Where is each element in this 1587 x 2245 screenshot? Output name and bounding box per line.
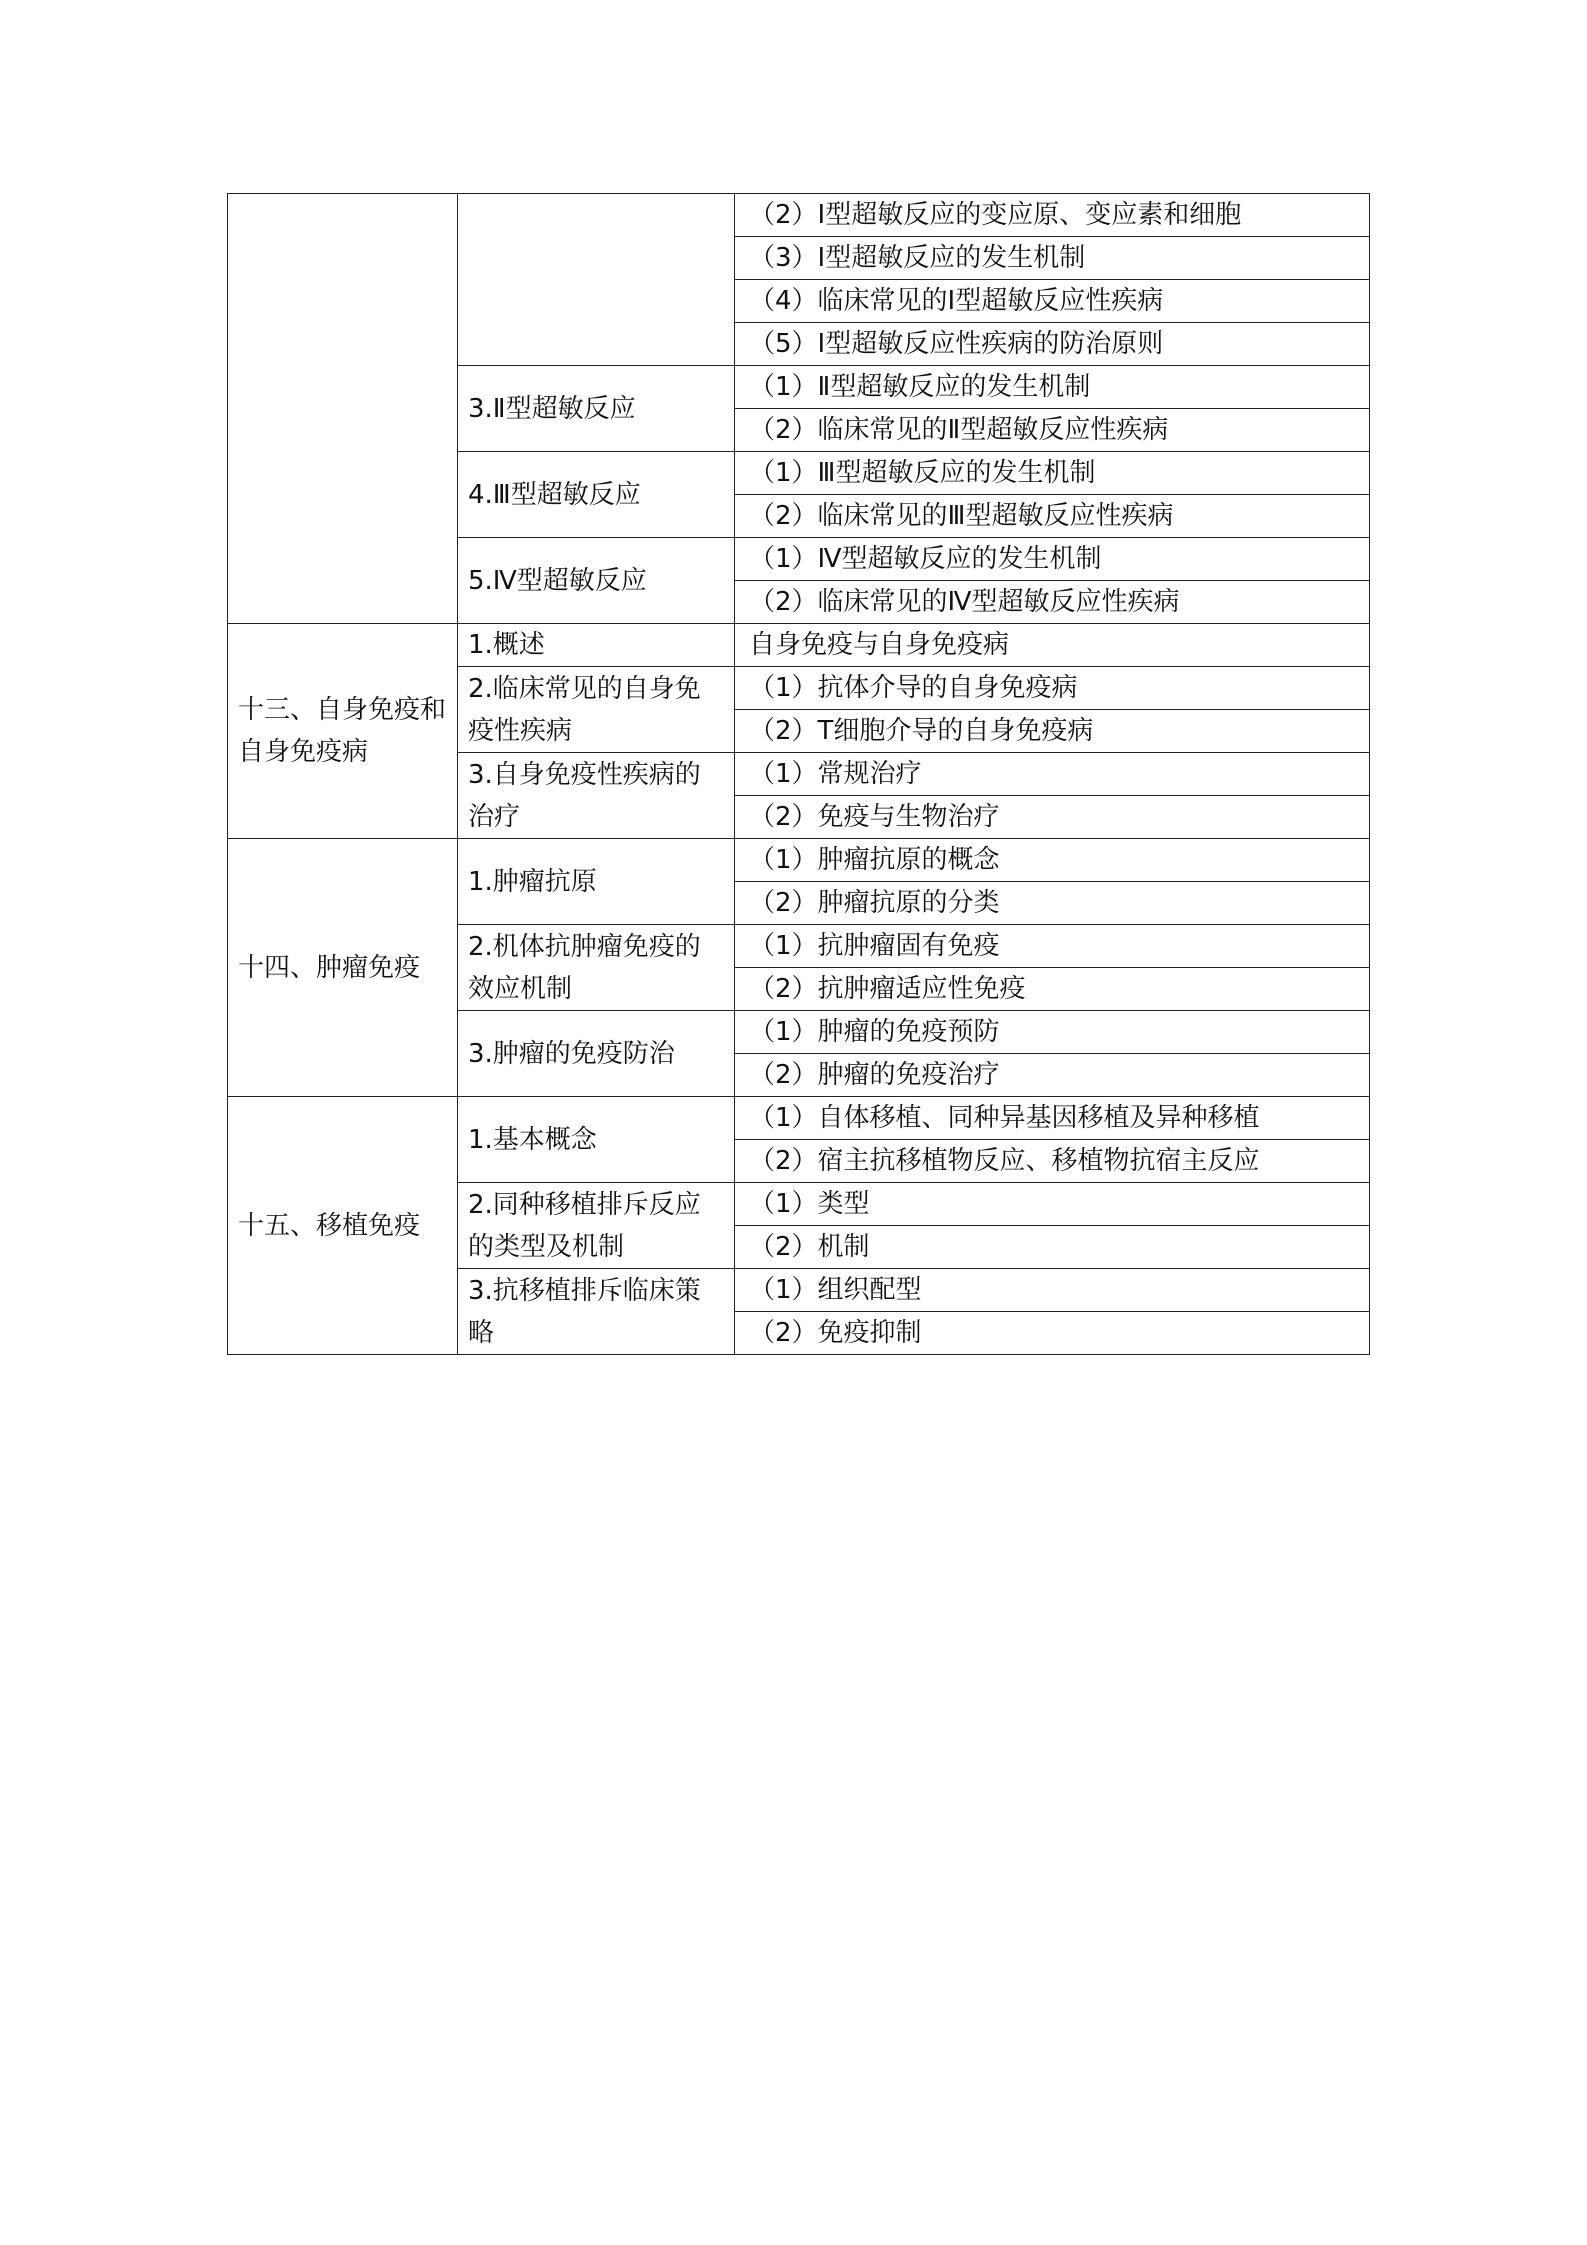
subtopic-cell: 3.自身免疫性疾病的治疗 xyxy=(458,753,735,839)
table-row xyxy=(228,624,1370,667)
subtopic-cell: 2.临床常见的自身免疫性疾病 xyxy=(458,667,735,753)
subtopic-cell: 5.Ⅳ型超敏反应 xyxy=(458,538,735,624)
table-row xyxy=(228,839,1370,882)
detail-cell: （2）抗肿瘤适应性免疫 xyxy=(735,968,1370,1011)
detail-cell: （2）临床常见的Ⅳ型超敏反应性疾病 xyxy=(735,581,1370,624)
subtopic-cell: 4.Ⅲ型超敏反应 xyxy=(458,452,735,538)
subtopic-cell: 3.Ⅱ型超敏反应 xyxy=(458,366,735,452)
detail-cell: （1）常规治疗 xyxy=(735,753,1370,796)
detail-cell: （1）自体移植、同种异基因移植及异种移植 xyxy=(735,1097,1370,1140)
subtopic-cell: 3.抗移植排斥临床策略 xyxy=(458,1269,735,1355)
detail-cell: （2）免疫抑制 xyxy=(735,1312,1370,1355)
chapter-cell-13: 十三、自身免疫和自身免疫病 xyxy=(228,624,458,839)
detail-cell: （1）类型 xyxy=(735,1183,1370,1226)
syllabus-table xyxy=(227,193,1370,1355)
chapter-cell-15: 十五、移植免疫 xyxy=(228,1097,458,1355)
detail-cell: （1）Ⅲ型超敏反应的发生机制 xyxy=(735,452,1370,495)
detail-cell: （2）机制 xyxy=(735,1226,1370,1269)
detail-cell: （4）临床常见的Ⅰ型超敏反应性疾病 xyxy=(735,280,1370,323)
table-row xyxy=(228,194,1370,237)
detail-cell: （1）Ⅳ型超敏反应的发生机制 xyxy=(735,538,1370,581)
subtopic-cell: 3.肿瘤的免疫防治 xyxy=(458,1011,735,1097)
chapter-cell-14: 十四、肿瘤免疫 xyxy=(228,839,458,1097)
detail-cell: （2）肿瘤的免疫治疗 xyxy=(735,1054,1370,1097)
detail-cell: （3）Ⅰ型超敏反应的发生机制 xyxy=(735,237,1370,280)
subtopic-cell: 1.肿瘤抗原 xyxy=(458,839,735,925)
detail-cell: （5）Ⅰ型超敏反应性疾病的防治原则 xyxy=(735,323,1370,366)
detail-cell: （1）抗肿瘤固有免疫 xyxy=(735,925,1370,968)
detail-cell: （1）肿瘤抗原的概念 xyxy=(735,839,1370,882)
detail-cell: （2）T细胞介导的自身免疫病 xyxy=(735,710,1370,753)
detail-cell: （1）肿瘤的免疫预防 xyxy=(735,1011,1370,1054)
detail-cell: （2）临床常见的Ⅱ型超敏反应性疾病 xyxy=(735,409,1370,452)
subtopic-cell: 1.概述 xyxy=(458,624,735,667)
detail-cell: （2）免疫与生物治疗 xyxy=(735,796,1370,839)
chapter-cell-continued xyxy=(228,194,458,624)
subtopic-cell-continued xyxy=(458,194,735,366)
detail-cell: （1）Ⅱ型超敏反应的发生机制 xyxy=(735,366,1370,409)
subtopic-cell: 2.机体抗肿瘤免疫的效应机制 xyxy=(458,925,735,1011)
detail-cell: （2）Ⅰ型超敏反应的变应原、变应素和细胞 xyxy=(735,194,1370,237)
detail-cell: （2）肿瘤抗原的分类 xyxy=(735,882,1370,925)
table-row xyxy=(228,1097,1370,1140)
detail-cell: （2）宿主抗移植物反应、移植物抗宿主反应 xyxy=(735,1140,1370,1183)
detail-cell: 自身免疫与自身免疫病 xyxy=(735,624,1370,667)
detail-cell: （1）组织配型 xyxy=(735,1269,1370,1312)
detail-cell: （1）抗体介导的自身免疫病 xyxy=(735,667,1370,710)
subtopic-cell: 2.同种移植排斥反应的类型及机制 xyxy=(458,1183,735,1269)
detail-cell: （2）临床常见的Ⅲ型超敏反应性疾病 xyxy=(735,495,1370,538)
subtopic-cell: 1.基本概念 xyxy=(458,1097,735,1183)
